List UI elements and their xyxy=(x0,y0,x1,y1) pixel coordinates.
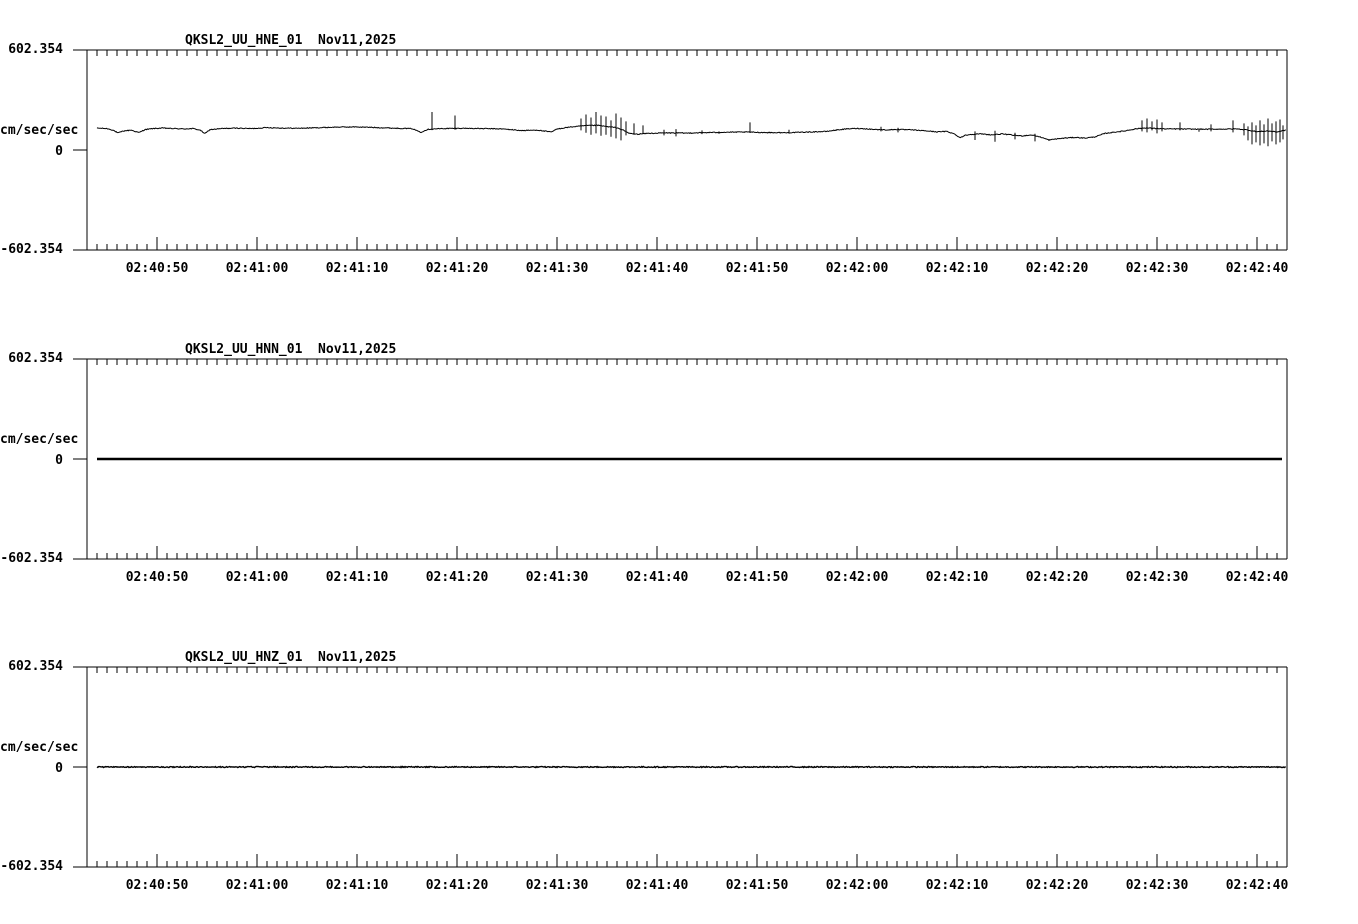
seismogram-hnz-graphics xyxy=(73,667,1287,867)
y-axis-units-label: cm/sec/sec xyxy=(0,123,79,138)
x-tick-label: 02:42:30 xyxy=(1125,261,1189,276)
y-axis-zero-label: 0 xyxy=(55,453,63,468)
y-axis-zero-label: 0 xyxy=(55,144,63,159)
x-tick-label: 02:41:40 xyxy=(625,570,689,585)
x-tick-label: 02:41:30 xyxy=(525,878,589,893)
x-tick-label: 02:41:00 xyxy=(225,261,289,276)
x-tick-label: 02:41:30 xyxy=(525,261,589,276)
x-tick-label: 02:42:20 xyxy=(1025,261,1089,276)
x-tick-label: 02:42:30 xyxy=(1125,878,1189,893)
y-axis-min-label: -602.354 xyxy=(0,242,63,257)
x-tick-label: 02:42:40 xyxy=(1225,261,1289,276)
waveform-trace-QKSL2_UU_HNZ_01 xyxy=(97,767,1286,768)
y-axis-min-label: -602.354 xyxy=(0,551,63,566)
x-tick-label: 02:41:00 xyxy=(225,570,289,585)
seismogram-hnn-graphics xyxy=(73,359,1287,559)
x-tick-label: 02:41:30 xyxy=(525,570,589,585)
x-tick-label: 02:41:50 xyxy=(725,261,789,276)
x-tick-label: 02:42:00 xyxy=(825,570,889,585)
x-tick-label: 02:41:50 xyxy=(725,570,789,585)
y-axis-zero-label: 0 xyxy=(55,761,63,776)
x-tick-label: 02:42:30 xyxy=(1125,570,1189,585)
x-tick-label: 02:41:20 xyxy=(425,570,489,585)
chart-title: QKSL2_UU_HNE_01 Nov11,2025 xyxy=(185,33,397,48)
seismogram-hne-graphics xyxy=(73,50,1287,250)
x-tick-label: 02:41:50 xyxy=(725,878,789,893)
waveform-trace-QKSL2_UU_HNE_01 xyxy=(97,125,1286,140)
x-tick-label: 02:41:10 xyxy=(325,878,389,893)
y-axis-units-label: cm/sec/sec xyxy=(0,432,79,447)
x-tick-label: 02:42:10 xyxy=(925,570,989,585)
x-tick-label: 02:41:00 xyxy=(225,878,289,893)
x-tick-label: 02:42:40 xyxy=(1225,570,1289,585)
y-axis-min-label: -602.354 xyxy=(0,859,63,874)
x-tick-label: 02:41:20 xyxy=(425,261,489,276)
x-tick-label: 02:42:10 xyxy=(925,261,989,276)
y-axis-units-label: cm/sec/sec xyxy=(0,740,79,755)
x-tick-label: 02:41:40 xyxy=(625,878,689,893)
x-tick-label: 02:42:40 xyxy=(1225,878,1289,893)
x-tick-label: 02:41:10 xyxy=(325,261,389,276)
x-tick-label: 02:42:00 xyxy=(825,261,889,276)
x-tick-label: 02:40:50 xyxy=(125,261,189,276)
x-tick-label: 02:42:20 xyxy=(1025,878,1089,893)
x-tick-label: 02:42:10 xyxy=(925,878,989,893)
y-axis-max-label: 602.354 xyxy=(8,659,63,674)
chart-title: QKSL2_UU_HNN_01 Nov11,2025 xyxy=(185,342,397,357)
x-tick-label: 02:42:00 xyxy=(825,878,889,893)
x-tick-label: 02:41:10 xyxy=(325,570,389,585)
y-axis-max-label: 602.354 xyxy=(8,42,63,57)
chart-title: QKSL2_UU_HNZ_01 Nov11,2025 xyxy=(185,650,397,665)
y-axis-max-label: 602.354 xyxy=(8,351,63,366)
x-tick-label: 02:41:20 xyxy=(425,878,489,893)
x-tick-label: 02:42:20 xyxy=(1025,570,1089,585)
x-tick-label: 02:40:50 xyxy=(125,878,189,893)
x-tick-label: 02:40:50 xyxy=(125,570,189,585)
x-tick-label: 02:41:40 xyxy=(625,261,689,276)
